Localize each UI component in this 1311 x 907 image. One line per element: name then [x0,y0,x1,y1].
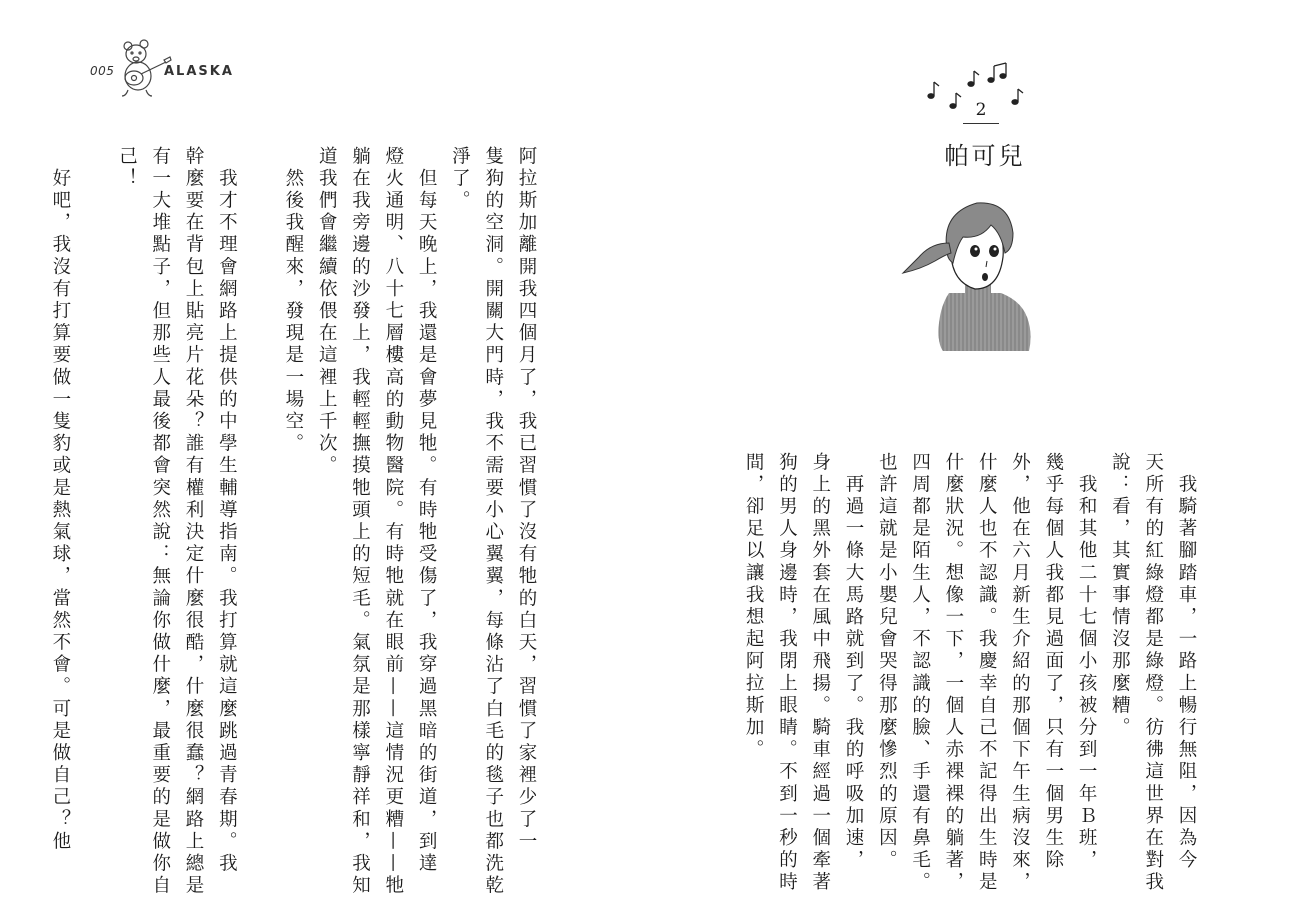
text-line: 身上的黑外套在風中飛揚。騎車經過一個牽著 [809,452,831,894]
text-line: 狗的男人身邊時，我閉上眼睛。不到一秒的時 [776,452,798,894]
text-line: 我騎著腳踏車，一路上暢行無阻，因為今 [1176,452,1197,872]
text-line: 有一大堆點子，但那些人最後都會突然說：無論你做什麼，最重要的是做你自 [149,146,171,898]
text-line: 天所有的紅綠燈都是綠燈。彷彿這世界在對我 [1142,452,1164,894]
text-line: 己！ [116,146,138,191]
right-page [655,0,1311,907]
text-line: 然後我醒來，發現是一場空。 [282,146,304,456]
text-line: 幾乎每個人我都見過面了，只有一個男生除 [1042,452,1064,872]
text-line [77,146,110,897]
chapter-title: 帕可兒 [944,142,1026,170]
page-number: 005 [90,64,115,78]
text-line: 燈火通明、八十七層樓高的動物醫院。有時牠就在眼前——這情況更糟——牠 [382,146,404,898]
text-line: 間，卻足以讓我想起阿拉斯加。 [743,452,765,762]
text-line: 也許這就是小嬰兒會哭得那麼慘烈的原因。 [876,452,898,872]
text-line: 道我們會繼續依偎在這裡上千次。 [316,146,338,478]
text-line: 外，他在六月新生介紹的那個下午生病沒來， [1009,452,1031,894]
text-line: 再過一條大馬路就到了。我的呼吸加速， [843,452,865,872]
running-title: ALASKA [164,64,234,79]
body-text [44,146,543,897]
text-line: 躺在我旁邊的沙發上，我輕輕撫摸牠頭上的短毛。氣氛是那樣寧靜祥和，我知 [349,146,371,898]
text-line: 什麼人也不認識。我慶幸自己不記得出生時是 [976,452,998,894]
text-line [243,146,276,897]
text-line: 說：看，其實事情沒那麼糟。 [1109,452,1131,740]
left-page [0,0,655,907]
body-text [737,452,1203,894]
text-line: 什麼狀況。想像一下，一個人赤裸裸的躺著， [942,452,964,894]
text-line: 淨了。 [449,146,471,213]
text-line: 幹麼要在背包上貼亮片花朵？誰有權利決定什麼很酷，什麼很蠢？網路上總是 [183,146,205,898]
chapter-number-rule [963,123,999,124]
girl-with-ponytail-illustration [901,193,1041,353]
text-line: 但每天晚上，我還是會夢見牠。有時牠受傷了，我穿過黑暗的街道，到達 [416,146,438,876]
text-line: 隻狗的空洞。開關大門時，我不需要小心翼翼，每條沾了白毛的毯子也都洗乾 [482,146,504,898]
text-line: 我和其他二十七個小孩被分到一年Ｂ班， [1076,452,1098,872]
text-line: 四周都是陌生人，不認識的臉、手還有鼻毛。 [909,452,931,894]
text-line: 我才不理會網路上提供的中學生輔導指南。我打算就這麼跳過青春期。我 [216,146,238,876]
text-line: 好吧，我沒有打算要做一隻豹或是熱氣球，當然不會。可是做自己？他 [49,146,71,854]
chapter-number: 2 [975,100,987,120]
text-line: 阿拉斯加離開我四個月了，我已習慣了沒有牠的白天，習慣了家裡少了一 [516,146,537,854]
